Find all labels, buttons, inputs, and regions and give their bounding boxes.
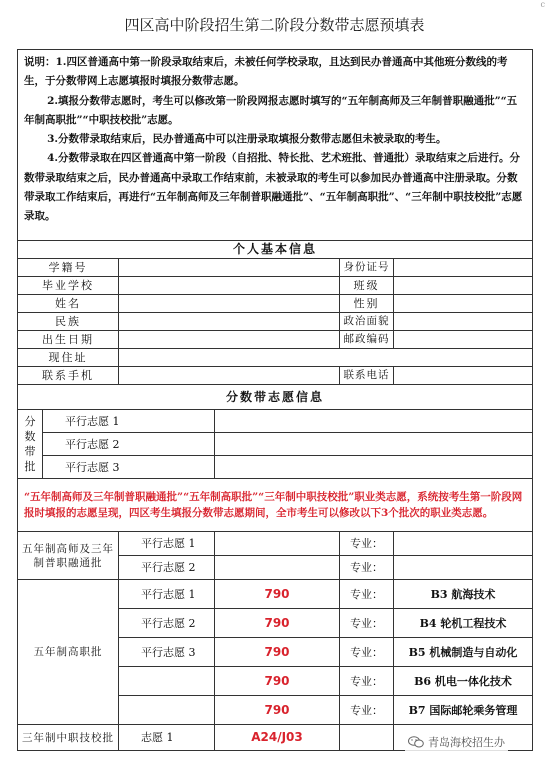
batch2-choice-2: 平行志愿 2	[119, 609, 215, 638]
score-band-header: 分数带志愿信息	[18, 385, 533, 410]
gender-label: 性别	[340, 295, 394, 313]
batch2-code-4[interactable]: 790	[215, 667, 340, 696]
watermark-text: 青岛海校招生办	[428, 736, 505, 749]
gender-field[interactable]	[394, 295, 533, 313]
batch2-major-1[interactable]: B3 航海技术	[394, 580, 533, 609]
batch1-code-1[interactable]	[215, 532, 340, 556]
corner-mark: c	[540, 0, 545, 9]
application-form	[17, 49, 533, 751]
batch2-major-label-5: 专业：	[340, 696, 394, 725]
postcode-field[interactable]	[394, 331, 533, 349]
student-no-label: 学籍号	[18, 259, 119, 277]
batch2-choice-4	[119, 667, 215, 696]
mobile-label: 联系手机	[18, 367, 119, 385]
batch1-major-1[interactable]	[394, 532, 533, 556]
batch1-code-2[interactable]	[215, 556, 340, 580]
instructions	[18, 50, 533, 241]
batch2-major-label-1: 专业：	[340, 580, 394, 609]
batch1-major-2[interactable]	[394, 556, 533, 580]
notes-row	[18, 50, 533, 241]
birth-label: 出生日期	[18, 331, 119, 349]
phone-field[interactable]	[394, 367, 533, 385]
watermark	[405, 733, 508, 751]
batch3-major-label-1	[340, 725, 394, 751]
batch2-major-2[interactable]: B4 轮机工程技术	[394, 609, 533, 638]
batch1-choice-1: 平行志愿 1	[119, 532, 215, 556]
birth-field[interactable]	[119, 331, 340, 349]
note-4: 4.分数带录取在四区普通高中第一阶段（自招批、特长批、艺术班批、普通批）录取结束之后进行。分数带录取结束之后，民办普通高中录取工作结束前，未被录取的考生可以参加民办普通高中注册录取。分数带录取工作结束后，再进行“五年制高师及三年制普职融通批”、“五年制高职批”、“三年制中职技校批”志愿录取。	[24, 152, 523, 223]
vocational-note: “五年制高师及三年制普职融通批”“五年制高职批”“三年制中职技校批”职业类志愿，系统按考生第一阶段网报时填报的志愿呈现，四区考生填报分数带志愿期间，全市考生可以修改以下3个批次的职业类志愿。	[18, 479, 533, 532]
address-label: 现住址	[18, 349, 119, 367]
note-2: 2.填报分数带志愿时，考生可以修改第一阶段网报志愿时填写的“五年制高师及三年制普职融通批”“五年制高职批”“中职技校批”志愿。	[24, 94, 518, 126]
note-3: 3.分数带录取结束后，民办普通高中可以注册录取填报分数带志愿但未被录取的考生。	[47, 133, 447, 146]
batch2-code-5[interactable]: 790	[215, 696, 340, 725]
note-1: 说明：1.四区普通高中第一阶段录取结束后，未被任何学校录取，且达到民办普通高中其他班分数线的考生，于分数带网上志愿填报时填报分数带志愿。	[24, 56, 508, 88]
school-field[interactable]	[119, 277, 340, 295]
batch2-major-3[interactable]: B5 机械制造与自动化	[394, 638, 533, 667]
score-band-choice-2-field[interactable]	[215, 433, 533, 456]
batch3-code-1[interactable]: A24/J03	[215, 725, 340, 751]
score-band-choice-2: 平行志愿 2	[43, 433, 215, 456]
batch2-choice-1: 平行志愿 1	[119, 580, 215, 609]
score-band-side-label: 分 数 带 批	[18, 410, 43, 479]
batch2-code-2[interactable]: 790	[215, 609, 340, 638]
mobile-field[interactable]	[119, 367, 340, 385]
batch2-choice-5	[119, 696, 215, 725]
batch-label-five-year: 五年制高职批	[18, 580, 119, 725]
batch-label-technical: 三年制中职技校批	[18, 725, 119, 751]
name-field[interactable]	[119, 295, 340, 313]
score-band-choice-1-field[interactable]	[215, 410, 533, 433]
batch2-code-3[interactable]: 790	[215, 638, 340, 667]
score-band-choice-3: 平行志愿 3	[43, 456, 215, 479]
batch1-major-label-1: 专业：	[340, 532, 394, 556]
ethnicity-field[interactable]	[119, 313, 340, 331]
score-band-choice-3-field[interactable]	[215, 456, 533, 479]
phone-label: 联系电话	[340, 367, 394, 385]
class-field[interactable]	[394, 277, 533, 295]
batch2-major-4[interactable]: B6 机电一体化技术	[394, 667, 533, 696]
score-band-choice-1: 平行志愿 1	[43, 410, 215, 433]
name-label: 姓名	[18, 295, 119, 313]
postcode-label: 邮政编码	[340, 331, 394, 349]
batch2-major-label-3: 专业：	[340, 638, 394, 667]
batch2-choice-3: 平行志愿 3	[119, 638, 215, 667]
batch2-major-label-4: 专业：	[340, 667, 394, 696]
student-no-field[interactable]	[119, 259, 340, 277]
page-title: 四区高中阶段招生第二阶段分数带志愿预填表	[124, 16, 425, 34]
batch2-major-label-2: 专业：	[340, 609, 394, 638]
school-label: 毕业学校	[18, 277, 119, 295]
ethnicity-label: 民族	[18, 313, 119, 331]
id-no-label: 身份证号	[340, 259, 394, 277]
batch2-code-1[interactable]: 790	[215, 580, 340, 609]
address-field[interactable]	[119, 349, 533, 367]
id-no-field[interactable]	[394, 259, 533, 277]
personal-info-header: 个人基本信息	[18, 241, 533, 259]
wechat-icon	[408, 736, 424, 748]
batch2-major-5[interactable]: B7 国际邮轮乘务管理	[394, 696, 533, 725]
batch3-choice-1: 志愿 1	[119, 725, 215, 751]
political-label: 政治面貌	[340, 313, 394, 331]
batch1-major-label-2: 专业：	[340, 556, 394, 580]
class-label: 班级	[340, 277, 394, 295]
batch-label-normal-school: 五年制高师及三年制普职融通批	[18, 532, 119, 580]
political-field[interactable]	[394, 313, 533, 331]
batch1-choice-2: 平行志愿 2	[119, 556, 215, 580]
